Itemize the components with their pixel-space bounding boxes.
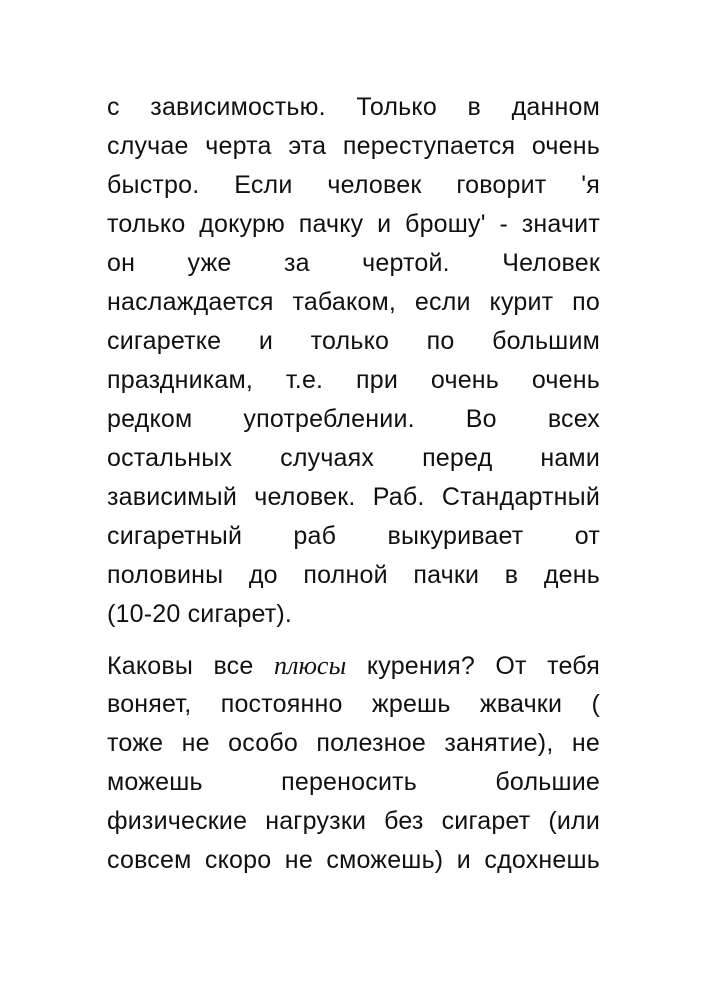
text-line: редком употреблении. Во всех bbox=[107, 405, 600, 433]
text-fragment: Каковы все bbox=[107, 652, 274, 680]
paragraph-1 bbox=[107, 88, 600, 634]
text-line: остальных случаях перед нами bbox=[107, 444, 600, 472]
text-line: зависимый человек. Раб. Стандартный bbox=[107, 483, 600, 511]
document-page bbox=[107, 88, 600, 880]
text-line: только докурю пачку и брошу' - значит bbox=[107, 210, 600, 238]
text-line: воняет, постоянно жрешь жвачки ( bbox=[107, 690, 600, 718]
text-line: наслаждается табаком, если курит по bbox=[107, 288, 600, 316]
text-line: он уже за чертой. Человек bbox=[107, 249, 600, 277]
text-line: половины до полной пачки в день bbox=[107, 561, 600, 589]
text-line: быстро. Если человек говорит 'я bbox=[107, 171, 600, 199]
text-line: можешь переносить большие bbox=[107, 768, 600, 796]
text-line: физические нагрузки без сигарет (или bbox=[107, 807, 600, 835]
text-line-with-emphasis bbox=[107, 646, 600, 685]
text-line: праздникам, т.е. при очень очень bbox=[107, 366, 600, 394]
text-line: сигаретке и только по большим bbox=[107, 327, 600, 355]
emphasis-text: плюсы bbox=[273, 651, 347, 680]
paragraph-2 bbox=[107, 646, 600, 880]
text-line: (10-20 сигарет). bbox=[107, 600, 293, 628]
text-fragment: курения? От тебя bbox=[346, 652, 600, 680]
text-line: тоже не особо полезное занятие), не bbox=[107, 729, 600, 757]
text-line: сигаретный раб выкуривает от bbox=[107, 522, 600, 550]
text-line: совсем скоро не сможешь) и сдохнешь bbox=[107, 846, 600, 874]
text-line: случае черта эта переступается очень bbox=[107, 132, 600, 160]
text-line: с зависимостью. Только в данном bbox=[107, 93, 600, 121]
